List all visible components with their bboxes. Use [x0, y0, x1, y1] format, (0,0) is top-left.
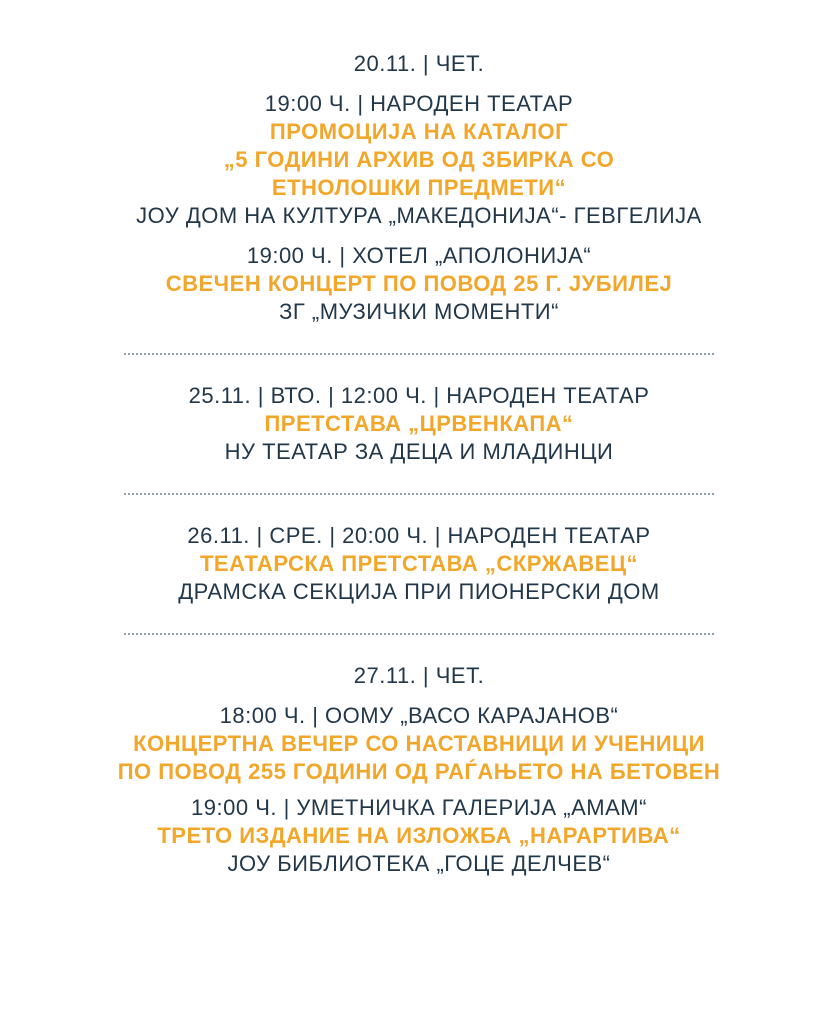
event-header: 19:00 Ч. | НАРОДЕН ТЕАТАР: [264, 91, 574, 116]
event-organizer: ЗГ „МУЗИЧКИ МОМЕНТИ“: [279, 299, 559, 324]
event-title: ЕТНОЛОШКИ ПРЕДМЕТИ“: [271, 175, 567, 200]
section-20-11: [0, 50, 838, 326]
event-organizer: ЈОУ ДОМ НА КУЛТУРА „МАКЕДОНИЈА“- ГЕВГЕЛИЈА: [136, 203, 702, 228]
event-title: КОНЦЕРТНА ВЕЧЕР СО НАСТАВНИЦИ И УЧЕНИЦИ: [133, 731, 705, 756]
section-27-11: [0, 662, 838, 878]
event-organizer: НУ ТЕАТАР ЗА ДЕЦА И МЛАДИНЦИ: [224, 439, 614, 464]
event-title: ПРОМОЦИЈА НА КАТАЛОГ: [269, 119, 569, 144]
date-line: 26.11. | СРЕ. | 20:00 Ч. | НАРОДЕН ТЕАТАР: [187, 523, 651, 548]
event-header: 18:00 Ч. | ООМУ „ВАСО КАРАЈАНОВ“: [219, 703, 619, 728]
section-25-11: [0, 382, 838, 466]
event-header: 19:00 Ч. | УМЕТНИЧКА ГАЛЕРИЈА „АМАМ“: [191, 795, 647, 820]
event-organizer: ЈОУ БИБЛИОТЕКА „ГОЦЕ ДЕЛЧЕВ“: [227, 851, 611, 876]
event-title: „5 ГОДИНИ АРХИВ ОД ЗБИРКА СО: [223, 147, 615, 172]
event-title: СВЕЧЕН КОНЦЕРТ ПО ПОВОД 25 Г. ЈУБИЛЕЈ: [165, 271, 673, 296]
date-line: 25.11. | ВТО. | 12:00 Ч. | НАРОДЕН ТЕАТАР: [188, 383, 650, 408]
event-title: ПО ПОВОД 255 ГОДИНИ ОД РАЃАЊЕТО НА БЕТОВЕН: [117, 759, 721, 784]
date-line: 20.11. | ЧЕТ.: [353, 51, 485, 76]
section-26-11: [0, 522, 838, 606]
event-title: ТРЕТО ИЗДАНИЕ НА ИЗЛОЖБА „НАРАРТИВА“: [157, 823, 681, 848]
dotted-divider: [0, 326, 838, 382]
date-line: 27.11. | ЧЕТ.: [353, 663, 485, 688]
event-header: 19:00 Ч. | ХОТЕЛ „АПОЛОНИЈА“: [246, 243, 592, 268]
event-title: ПРЕТСТАВА „ЦРВЕНКАПА“: [264, 411, 574, 436]
event-organizer: ДРАМСКА СЕКЦИЈА ПРИ ПИОНЕРСКИ ДОМ: [178, 579, 660, 604]
event-title: ТЕАТАРСКА ПРЕТСТАВА „СКРЖАВЕЦ“: [199, 551, 639, 576]
dotted-divider: [0, 466, 838, 522]
dotted-divider: [0, 606, 838, 662]
